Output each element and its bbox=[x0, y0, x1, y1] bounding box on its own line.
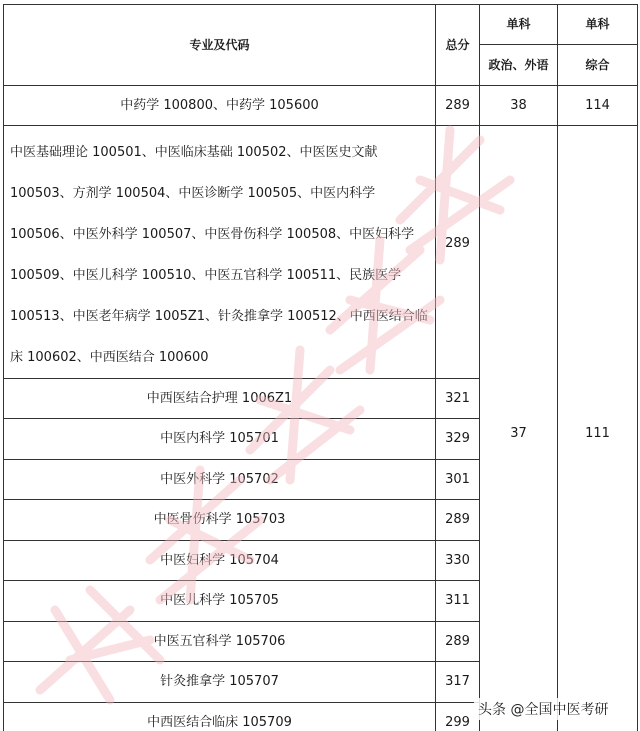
total-cell: 330 bbox=[436, 541, 480, 581]
total-cell: 289 bbox=[436, 126, 480, 379]
major-cell: 中西医结合护理 1006Z1 bbox=[4, 379, 436, 419]
header-single2-sub: 综合 bbox=[558, 45, 638, 86]
major-cell: 中医五官科学 105706 bbox=[4, 622, 436, 662]
total-cell: 321 bbox=[436, 379, 480, 419]
header-single2-top: 单科 bbox=[558, 5, 638, 45]
single2-merged-cell: 111 bbox=[558, 126, 638, 731]
header-total: 总分 bbox=[436, 5, 480, 86]
major-cell: 中医儿科学 105705 bbox=[4, 581, 436, 622]
total-cell: 329 bbox=[436, 419, 480, 460]
header-single1-top: 单科 bbox=[480, 5, 558, 45]
header-row-top bbox=[4, 5, 638, 45]
major-cell: 中药学 100800、中药学 105600 bbox=[4, 86, 436, 126]
single1-cell: 38 bbox=[480, 86, 558, 126]
total-cell: 289 bbox=[436, 86, 480, 126]
major-cell: 中西医结合临床 105709 bbox=[4, 703, 436, 731]
single1-merged-cell: 37 bbox=[480, 126, 558, 731]
table-row bbox=[4, 86, 638, 126]
total-cell: 289 bbox=[436, 500, 480, 541]
major-cell: 中医外科学 105702 bbox=[4, 460, 436, 500]
total-cell: 311 bbox=[436, 581, 480, 622]
major-cell: 中医妇科学 105704 bbox=[4, 541, 436, 581]
total-cell: 317 bbox=[436, 662, 480, 703]
major-cell-long: 中医基础理论 100501、中医临床基础 100502、中医医史文献 100503、方剂学 100504、中医诊断学 100505、中医内科学 100506、中医外科学 100507、中医骨伤科学 100508、中医妇科学 100509、中医儿科学 100510、中医五官科学 100511、民族医学 100513、中医老年病学 1005Z1、针灸推拿学 100512、中西医结合临床 100602、中西医结合 100600 bbox=[4, 126, 436, 379]
total-cell: 299 bbox=[436, 703, 480, 731]
table-row bbox=[4, 126, 638, 379]
major-cell: 中医内科学 105701 bbox=[4, 419, 436, 460]
source-watermark: 头条 @全国中医考研 bbox=[474, 698, 612, 720]
header-major: 专业及代码 bbox=[4, 5, 436, 86]
major-cell: 针灸推拿学 105707 bbox=[4, 662, 436, 703]
major-cell: 中医骨伤科学 105703 bbox=[4, 500, 436, 541]
single2-cell: 114 bbox=[558, 86, 638, 126]
header-single1-sub: 政治、外语 bbox=[480, 45, 558, 86]
total-cell: 301 bbox=[436, 460, 480, 500]
total-cell: 289 bbox=[436, 622, 480, 662]
score-table bbox=[3, 4, 638, 731]
